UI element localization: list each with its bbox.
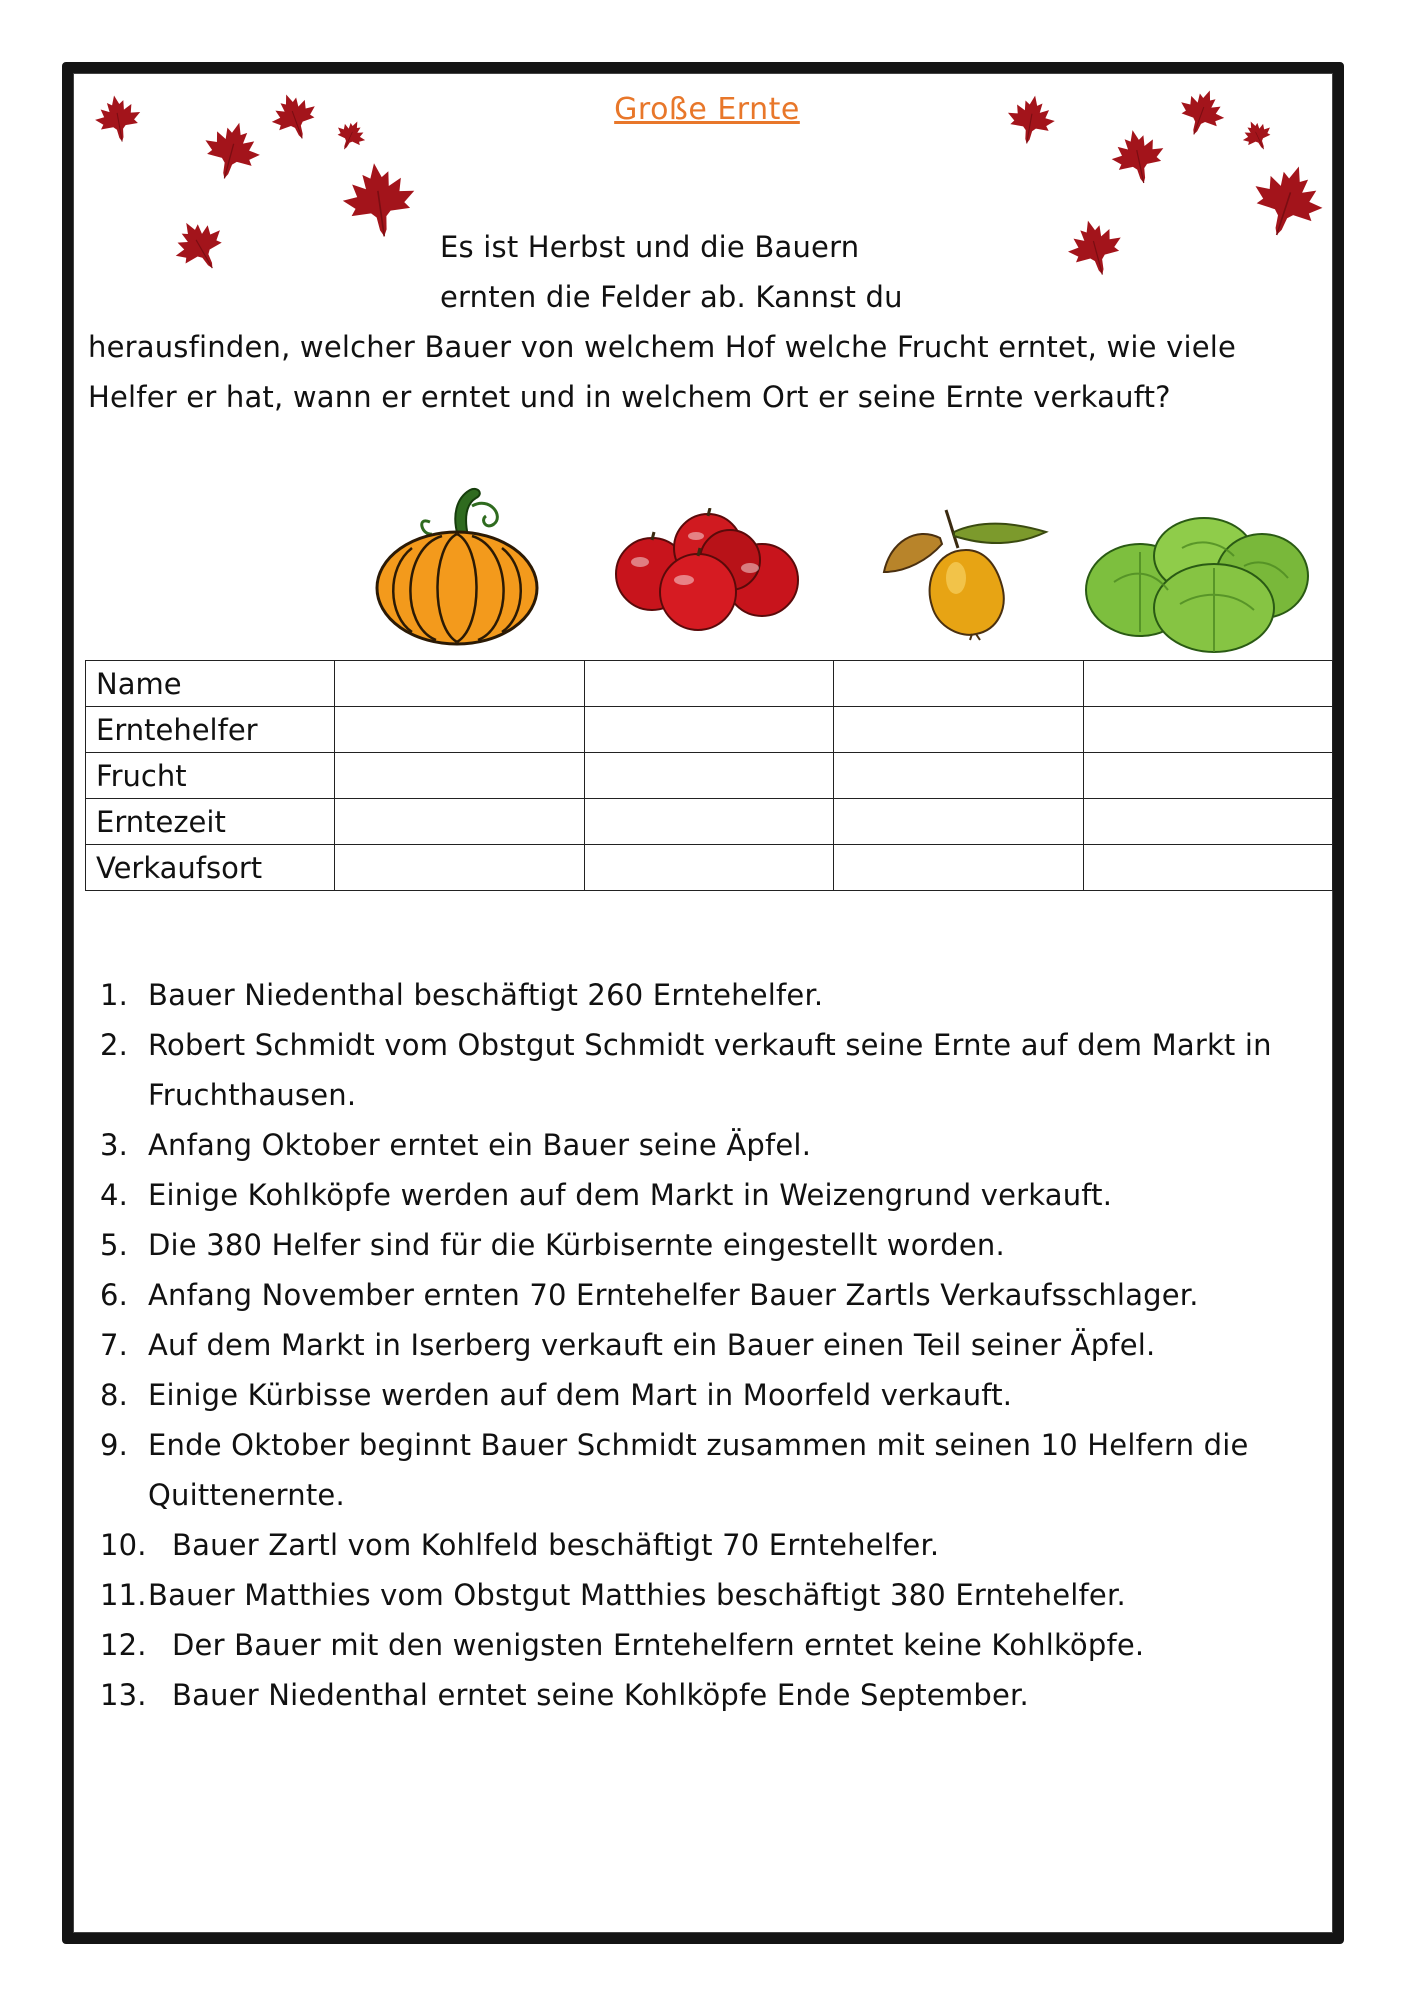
list-item xyxy=(100,1320,1340,1370)
answer-cell[interactable] xyxy=(584,707,833,753)
answer-cell[interactable] xyxy=(834,753,1083,799)
answer-cell[interactable] xyxy=(834,661,1083,707)
list-item xyxy=(100,1220,1340,1270)
answer-cell[interactable] xyxy=(335,845,584,891)
answer-cell[interactable] xyxy=(335,753,584,799)
list-item xyxy=(100,1370,1340,1420)
grid-row xyxy=(86,661,1333,707)
cabbage-icon xyxy=(1084,512,1310,654)
page-title: Große Ernte xyxy=(614,92,800,127)
clue-text: Der Bauer mit den wenigsten Erntehelfern erntet keine Kohlköpfe. xyxy=(172,1628,1145,1662)
intro-text xyxy=(88,222,1328,422)
list-item xyxy=(100,1520,1340,1570)
row-label: Frucht xyxy=(86,753,335,799)
list-item xyxy=(100,1170,1340,1220)
grid-row xyxy=(86,707,1333,753)
clue-number: 8. xyxy=(100,1378,129,1412)
clue-number: 13. xyxy=(100,1678,147,1712)
clue-text: Anfang Oktober erntet ein Bauer seine Äpfel. xyxy=(148,1128,812,1162)
list-item xyxy=(100,1420,1340,1520)
answer-cell[interactable] xyxy=(1083,753,1332,799)
answer-cell[interactable] xyxy=(584,661,833,707)
answer-cell[interactable] xyxy=(834,799,1083,845)
row-label: Name xyxy=(86,661,335,707)
maple-leaf-icon xyxy=(1102,120,1173,191)
answer-cell[interactable] xyxy=(834,845,1083,891)
clue-text: Bauer Zartl vom Kohlfeld beschäftigt 70 Erntehelfer. xyxy=(172,1528,940,1562)
answer-cell[interactable] xyxy=(335,707,584,753)
intro-line: ernten die Felder ab. Kannst du xyxy=(440,280,903,314)
clue-text: Robert Schmidt vom Obstgut Schmidt verkauft seine Ernte auf dem Markt in Fruchthausen. xyxy=(148,1028,1272,1112)
clue-number: 9. xyxy=(100,1428,129,1462)
row-label: Erntehelfer xyxy=(86,707,335,753)
apples-icon xyxy=(612,508,802,634)
clue-list xyxy=(100,970,1340,1720)
intro-line: Es ist Herbst und die Bauern xyxy=(440,230,860,264)
answer-cell[interactable] xyxy=(584,845,833,891)
clue-text: Die 380 Helfer sind für die Kürbisernte eingestellt worden. xyxy=(148,1228,1005,1262)
list-item xyxy=(100,1670,1340,1720)
list-item xyxy=(100,1570,1340,1620)
clue-text: Bauer Niedenthal beschäftigt 260 Erntehelfer. xyxy=(148,978,824,1012)
clue-text: Auf dem Markt in Iserberg verkauft ein Bauer einen Teil seiner Äpfel. xyxy=(148,1328,1156,1362)
answer-cell[interactable] xyxy=(1083,799,1332,845)
clue-text: Bauer Niedenthal erntet seine Kohlköpfe Ende September. xyxy=(172,1678,1029,1712)
grid-row xyxy=(86,753,1333,799)
row-label: Erntezeit xyxy=(86,799,335,845)
list-item xyxy=(100,1270,1340,1320)
intro-line: herausfinden, welcher Bauer von welchem Hof welche Frucht erntet, wie viele xyxy=(88,330,1237,364)
grid-row xyxy=(86,845,1333,891)
clue-number: 5. xyxy=(100,1228,129,1262)
solution-grid xyxy=(85,660,1333,891)
clue-number: 10. xyxy=(100,1528,147,1562)
clue-text: Einige Kürbisse werden auf dem Mart in Moorfeld verkauft. xyxy=(148,1378,1013,1412)
list-item xyxy=(100,1620,1340,1670)
answer-cell[interactable] xyxy=(584,753,833,799)
clue-text: Bauer Matthies vom Obstgut Matthies beschäftigt 380 Erntehelfer. xyxy=(148,1578,1126,1612)
row-label: Verkaufsort xyxy=(86,845,335,891)
clue-text: Anfang November ernten 70 Erntehelfer Bauer Zartls Verkaufsschlager. xyxy=(148,1278,1199,1312)
clue-number: 11. xyxy=(100,1578,147,1612)
clue-text: Einige Kohlköpfe werden auf dem Markt in Weizengrund verkauft. xyxy=(148,1178,1113,1212)
answer-cell[interactable] xyxy=(335,661,584,707)
clue-number: 2. xyxy=(100,1028,129,1062)
list-item xyxy=(100,970,1340,1020)
maple-leaf-icon xyxy=(88,88,148,148)
intro-line: Helfer er hat, wann er erntet und in welchem Ort er seine Ernte verkauft? xyxy=(88,380,1171,414)
clue-number: 7. xyxy=(100,1328,129,1362)
clue-number: 12. xyxy=(100,1628,147,1662)
answer-cell[interactable] xyxy=(335,799,584,845)
answer-cell[interactable] xyxy=(1083,707,1332,753)
clue-number: 3. xyxy=(100,1128,129,1162)
clue-number: 1. xyxy=(100,978,129,1012)
list-item xyxy=(100,1020,1340,1120)
answer-cell[interactable] xyxy=(1083,661,1332,707)
answer-cell[interactable] xyxy=(584,799,833,845)
grid-row xyxy=(86,799,1333,845)
clue-number: 6. xyxy=(100,1278,129,1312)
answer-cell[interactable] xyxy=(834,707,1083,753)
clue-text: Ende Oktober beginnt Bauer Schmidt zusammen mit seinen 10 Helfern die Quittenernte. xyxy=(148,1428,1249,1512)
pumpkin-icon xyxy=(372,476,542,646)
maple-leaf-icon xyxy=(1000,88,1063,151)
quince-icon xyxy=(876,502,1052,642)
list-item xyxy=(100,1120,1340,1170)
clue-number: 4. xyxy=(100,1178,129,1212)
answer-cell[interactable] xyxy=(1083,845,1332,891)
